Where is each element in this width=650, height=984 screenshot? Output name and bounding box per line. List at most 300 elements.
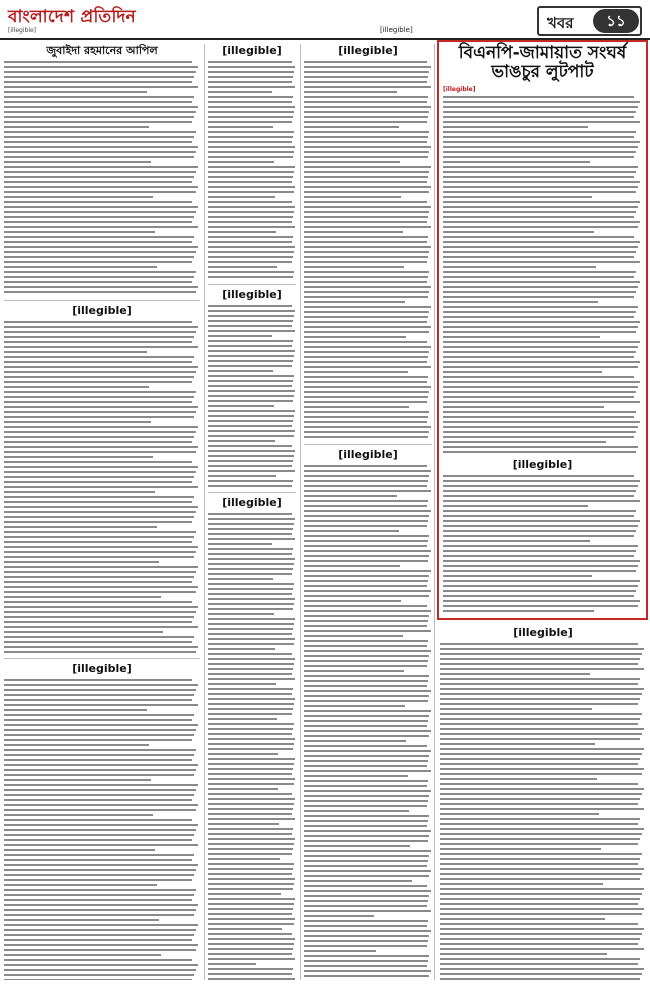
text-line	[304, 341, 427, 343]
text-line	[304, 875, 429, 877]
text-line	[304, 865, 427, 867]
text-line	[4, 336, 194, 338]
text-line	[304, 625, 427, 627]
text-line	[208, 908, 293, 910]
text-line	[440, 943, 638, 945]
text-line	[208, 708, 293, 710]
text-line	[4, 729, 196, 731]
article-body	[4, 321, 200, 654]
text-line	[304, 386, 431, 388]
text-line	[4, 391, 196, 393]
text-line	[443, 256, 634, 258]
text-line	[4, 76, 194, 78]
text-line	[4, 141, 192, 143]
text-line	[443, 201, 640, 203]
text-line	[304, 690, 431, 692]
logo-subtitle: [illegible]	[8, 27, 37, 34]
text-line	[440, 878, 640, 880]
text-line	[4, 774, 194, 776]
text-line	[4, 536, 194, 538]
text-line	[440, 778, 597, 780]
text-line	[208, 533, 292, 535]
text-line	[4, 466, 198, 468]
text-line	[440, 968, 644, 970]
text-line	[208, 76, 293, 78]
text-line	[4, 909, 196, 911]
text-line	[208, 375, 294, 377]
text-line	[4, 251, 196, 253]
text-line	[208, 893, 281, 895]
text-line	[304, 735, 429, 737]
text-line	[304, 635, 403, 637]
text-line	[4, 879, 192, 881]
text-line	[4, 196, 153, 198]
text-line	[304, 775, 408, 777]
text-line	[304, 480, 428, 482]
text-line	[4, 396, 194, 398]
text-line	[208, 440, 275, 442]
text-line	[304, 236, 428, 238]
text-line	[304, 381, 427, 383]
text-line	[440, 883, 603, 885]
text-line	[304, 820, 428, 822]
article-body	[208, 61, 296, 280]
text-line	[304, 71, 429, 73]
text-line	[440, 848, 601, 850]
text-line	[4, 954, 161, 956]
text-line	[304, 930, 431, 932]
text-line	[4, 106, 198, 108]
text-line	[4, 101, 192, 103]
text-line	[304, 401, 427, 403]
text-line	[208, 578, 273, 580]
lead-story-headline: বিএনপি-জামায়াত সংঘর্ষ ভাঙচুর লুটপাট	[458, 43, 627, 82]
text-line	[208, 713, 292, 715]
text-line	[208, 628, 293, 630]
text-line	[304, 191, 429, 193]
text-line	[304, 885, 427, 887]
text-line	[304, 316, 428, 318]
text-line	[304, 470, 431, 472]
text-line	[443, 326, 638, 328]
text-line	[4, 969, 196, 971]
text-line	[4, 576, 194, 578]
text-line	[208, 126, 273, 128]
text-line	[443, 391, 636, 393]
text-line	[4, 596, 161, 598]
text-line	[4, 636, 194, 638]
text-line	[208, 71, 294, 73]
text-line	[4, 854, 194, 856]
text-line	[208, 643, 294, 645]
text-line	[443, 141, 640, 143]
text-line	[4, 959, 192, 961]
text-line	[304, 915, 374, 917]
text-line	[208, 928, 282, 930]
text-line	[304, 186, 431, 188]
text-line	[208, 415, 294, 417]
text-line	[304, 505, 427, 507]
text-line	[4, 491, 155, 493]
divider	[208, 492, 296, 493]
text-line	[440, 688, 644, 690]
text-line	[208, 171, 294, 173]
column-rule	[204, 44, 205, 980]
text-line	[440, 963, 638, 965]
text-line	[208, 460, 293, 462]
text-line	[4, 71, 196, 73]
text-line	[440, 748, 644, 750]
text-line	[208, 523, 294, 525]
text-line	[208, 738, 295, 740]
article	[304, 448, 432, 980]
text-line	[4, 694, 194, 696]
text-line	[4, 704, 198, 706]
text-line	[443, 575, 592, 577]
text-line	[4, 929, 196, 931]
text-line	[4, 356, 194, 358]
text-line	[4, 646, 198, 648]
text-line	[208, 858, 280, 860]
text-line	[304, 815, 429, 817]
text-line	[4, 376, 194, 378]
article	[4, 44, 200, 296]
text-line	[304, 96, 428, 98]
text-line	[208, 963, 256, 965]
text-line	[304, 580, 428, 582]
text-line	[208, 668, 293, 670]
text-line	[443, 475, 634, 477]
text-line	[4, 516, 194, 518]
text-line	[208, 958, 295, 960]
text-line	[208, 360, 293, 362]
text-line	[208, 518, 295, 520]
text-line	[4, 151, 196, 153]
text-line	[304, 705, 405, 707]
text-line	[4, 276, 194, 278]
text-line	[4, 236, 194, 238]
text-line	[304, 835, 429, 837]
text-line	[4, 719, 192, 721]
text-line	[304, 151, 429, 153]
text-line	[440, 693, 642, 695]
text-line	[208, 683, 276, 685]
text-line	[4, 256, 194, 258]
article	[208, 44, 296, 280]
text-line	[304, 216, 428, 218]
text-line	[440, 758, 640, 760]
text-line	[208, 256, 293, 258]
text-line	[208, 465, 292, 467]
text-line	[443, 151, 636, 153]
text-line	[443, 431, 636, 433]
text-line	[304, 436, 428, 438]
article-body	[443, 96, 642, 453]
text-line	[4, 601, 192, 603]
text-line	[443, 346, 638, 348]
text-line	[4, 769, 196, 771]
text-line	[208, 833, 292, 835]
text-line	[208, 573, 292, 575]
text-line	[304, 515, 429, 517]
article-headline: [illegible]	[222, 496, 282, 509]
text-line	[208, 315, 294, 317]
text-line	[440, 773, 642, 775]
text-line	[443, 505, 588, 507]
text-line	[443, 336, 600, 338]
text-line	[4, 651, 196, 653]
text-line	[304, 695, 429, 697]
text-line	[304, 920, 428, 922]
text-line	[443, 291, 636, 293]
text-line	[443, 411, 636, 413]
text-line	[304, 346, 431, 348]
text-line	[4, 381, 192, 383]
text-line	[304, 396, 428, 398]
text-line	[4, 401, 192, 403]
text-line	[4, 974, 194, 976]
text-line	[208, 743, 294, 745]
text-line	[208, 485, 292, 487]
text-line	[208, 843, 294, 845]
text-line	[440, 843, 638, 845]
article	[4, 304, 200, 654]
text-line	[4, 824, 198, 826]
text-line	[443, 545, 638, 547]
section-badge	[537, 6, 642, 36]
text-line	[304, 675, 429, 677]
text-line	[304, 680, 428, 682]
text-line	[443, 600, 640, 602]
text-line	[440, 683, 638, 685]
text-line	[4, 809, 196, 811]
text-line	[304, 366, 431, 368]
text-line	[304, 126, 399, 128]
text-line	[4, 934, 194, 936]
text-line	[304, 500, 428, 502]
text-line	[440, 938, 640, 940]
text-line	[304, 426, 431, 428]
text-line	[304, 416, 428, 418]
text-line	[208, 111, 294, 113]
text-line	[440, 893, 642, 895]
text-line	[304, 830, 431, 832]
text-line	[443, 166, 638, 168]
text-line	[4, 326, 198, 328]
text-line	[208, 873, 292, 875]
text-line	[304, 950, 376, 952]
text-line	[4, 186, 198, 188]
text-line	[208, 91, 272, 93]
text-line	[208, 420, 293, 422]
text-line	[304, 311, 429, 313]
article-body	[4, 61, 200, 296]
text-line	[4, 446, 198, 448]
text-line	[4, 436, 194, 438]
text-line	[443, 406, 604, 408]
text-line	[304, 610, 431, 612]
text-line	[304, 336, 406, 338]
text-line	[304, 351, 429, 353]
text-line	[4, 764, 198, 766]
article	[4, 662, 200, 980]
text-line	[443, 580, 640, 582]
text-line	[440, 713, 642, 715]
text-line	[443, 356, 634, 358]
text-line	[304, 905, 427, 907]
text-line	[440, 933, 642, 935]
text-line	[443, 126, 588, 128]
text-line	[304, 331, 429, 333]
text-line	[443, 211, 636, 213]
text-line	[304, 356, 428, 358]
text-line	[4, 476, 194, 478]
article-headline: [illegible]	[222, 44, 282, 57]
text-line	[440, 858, 640, 860]
text-line	[4, 759, 192, 761]
text-line	[304, 510, 431, 512]
text-line	[443, 570, 636, 572]
text-line	[208, 613, 274, 615]
text-line	[4, 679, 192, 681]
text-line	[304, 940, 428, 942]
text-line	[208, 733, 292, 735]
text-line	[304, 411, 429, 413]
text-line	[208, 191, 294, 193]
text-line	[208, 513, 292, 515]
text-line	[4, 784, 198, 786]
text-line	[304, 116, 428, 118]
text-line	[4, 571, 196, 573]
issue-date: [illegible]	[380, 26, 413, 34]
text-line	[304, 825, 427, 827]
lead-story-body	[443, 96, 642, 456]
text-line	[443, 146, 638, 148]
text-line	[208, 883, 294, 885]
logo-title: বাংলাদেশ প্রতিদিন	[8, 7, 136, 27]
text-line	[4, 566, 198, 568]
text-line	[304, 725, 427, 727]
text-line	[304, 785, 427, 787]
text-line	[208, 335, 272, 337]
text-line	[304, 970, 431, 972]
text-line	[4, 331, 196, 333]
text-line	[208, 728, 293, 730]
article-headline: [illegible]	[338, 448, 398, 461]
text-line	[304, 745, 427, 747]
text-line	[304, 306, 431, 308]
text-line	[4, 949, 196, 951]
text-line	[4, 919, 159, 921]
text-line	[440, 643, 638, 645]
text-line	[4, 944, 198, 946]
text-line	[4, 321, 192, 323]
text-line	[304, 241, 427, 243]
text-line	[443, 341, 640, 343]
text-line	[4, 416, 194, 418]
text-line	[304, 465, 427, 467]
text-line	[4, 426, 198, 428]
text-line	[208, 86, 295, 88]
text-line	[208, 528, 293, 530]
text-line	[4, 61, 192, 63]
text-line	[443, 316, 634, 318]
text-line	[443, 401, 640, 403]
text-line	[208, 828, 293, 830]
text-line	[304, 895, 429, 897]
text-line	[208, 888, 293, 890]
text-line	[440, 903, 638, 905]
text-line	[208, 261, 292, 263]
text-line	[208, 793, 292, 795]
text-line	[208, 251, 294, 253]
text-line	[443, 101, 640, 103]
text-line	[304, 261, 427, 263]
text-line	[208, 430, 295, 432]
text-line	[443, 106, 638, 108]
text-line	[443, 361, 640, 363]
text-line	[443, 480, 640, 482]
text-line	[4, 441, 192, 443]
text-line	[304, 565, 400, 567]
text-line	[208, 405, 274, 407]
text-line	[440, 958, 640, 960]
text-line	[440, 703, 638, 705]
text-line	[443, 371, 602, 373]
text-line	[4, 684, 198, 686]
text-line	[304, 256, 428, 258]
section-name: খবর	[547, 14, 574, 32]
text-line	[4, 176, 194, 178]
text-line	[443, 381, 640, 383]
text-line	[4, 551, 196, 553]
text-line	[4, 709, 147, 711]
text-line	[443, 96, 634, 98]
text-line	[440, 953, 607, 955]
text-line	[304, 945, 427, 947]
text-line	[443, 451, 636, 453]
text-line	[440, 793, 642, 795]
text-line	[4, 226, 198, 228]
text-line	[4, 161, 151, 163]
text-line	[208, 410, 295, 412]
text-line	[4, 829, 196, 831]
text-line	[304, 276, 428, 278]
text-line	[208, 116, 293, 118]
text-line	[4, 351, 147, 353]
text-line	[208, 563, 294, 565]
text-line	[4, 431, 196, 433]
text-line	[208, 221, 292, 223]
text-line	[4, 641, 192, 643]
text-line	[440, 928, 644, 930]
text-line	[440, 833, 642, 835]
text-line	[443, 221, 640, 223]
text-line	[440, 913, 642, 915]
text-line	[443, 500, 640, 502]
text-line	[208, 276, 293, 278]
text-line	[208, 475, 276, 477]
text-line	[440, 733, 642, 735]
text-line	[304, 870, 431, 872]
text-line	[208, 633, 292, 635]
text-line	[443, 421, 640, 423]
text-line	[4, 839, 192, 841]
text-line	[304, 850, 431, 852]
text-line	[304, 321, 427, 323]
text-line	[304, 630, 431, 632]
text-line	[4, 281, 192, 283]
